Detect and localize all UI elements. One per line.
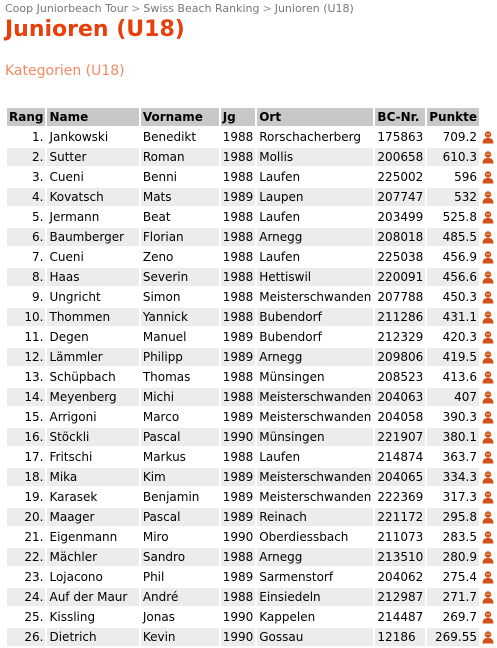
cell-jg: 1989 [222, 330, 254, 344]
cell-punkte: 363.7 [427, 448, 479, 466]
cell-vorname: Severin [141, 268, 219, 286]
player-profile-icon[interactable] [481, 470, 495, 484]
cell-ort: Meisterschwanden [259, 410, 372, 424]
cell-vorname: Miro [141, 528, 219, 546]
player-profile-icon[interactable] [481, 150, 495, 164]
cell-bc-nr: 221172 [377, 510, 424, 524]
header-punkte: Punkte [429, 110, 477, 124]
table-row [7, 568, 495, 586]
cell-name: Eigenmann [47, 528, 138, 546]
player-profile-icon[interactable] [481, 350, 495, 364]
cell-bc-nr: 214874 [377, 450, 424, 464]
cell-icon [481, 528, 495, 546]
cell-rang: 8. [7, 268, 45, 286]
cell-jg: 1989 [222, 410, 254, 424]
cell-jg: 1988 [222, 550, 254, 564]
cell-bc-nr: 200658 [377, 150, 424, 164]
cell-icon [481, 328, 495, 346]
cell-name: Jankowski [47, 128, 138, 146]
cell-jg: 1988 [222, 450, 254, 464]
cell-name: Schüpbach [47, 368, 138, 386]
cell-jg: 1988 [222, 250, 254, 264]
cell-vorname: Sandro [141, 548, 219, 566]
cell-jg: 1990 [222, 430, 254, 444]
cell-rang: 18. [7, 468, 45, 486]
cell-rang: 10. [7, 308, 45, 326]
cell-ort: Rorschacherberg [257, 128, 373, 146]
table-row [7, 588, 495, 606]
cell-icon [481, 548, 495, 566]
cell-ort: Sarmenstorf [257, 568, 373, 586]
cell-ort: Bubendorf [257, 308, 373, 326]
cell-rang: 26. [7, 628, 45, 646]
cell-jg: 1989 [222, 490, 254, 504]
cell-punkte: 295.8 [427, 508, 479, 526]
cell-punkte: 532 [427, 188, 479, 206]
cell-bc-nr: 175863 [377, 130, 424, 144]
player-profile-icon[interactable] [481, 510, 495, 524]
cell-name: Cueni [47, 248, 138, 266]
cell-punkte: 334.3 [427, 468, 479, 486]
breadcrumb [5, 2, 354, 15]
table-row [7, 448, 495, 466]
cell-bc-nr: 12186 [375, 628, 425, 646]
cell-icon [481, 308, 495, 326]
cell-ort: Arnegg [257, 348, 373, 366]
table-row [7, 148, 495, 166]
cell-punkte: 485.5 [427, 228, 479, 246]
cell-icon [481, 568, 495, 586]
cell-name: Cueni [47, 168, 138, 186]
cell-vorname: Pascal [141, 428, 219, 446]
player-profile-icon[interactable] [481, 330, 495, 344]
breadcrumb-current: Junioren (U18) [274, 2, 354, 15]
cell-punkte: 420.3 [427, 328, 479, 346]
cell-icon [481, 248, 495, 266]
player-profile-icon[interactable] [481, 290, 495, 304]
cell-rang: 16. [7, 428, 45, 446]
header-name: Name [47, 108, 138, 126]
cell-bc-nr: 220091 [377, 270, 424, 284]
cell-rang: 24. [7, 588, 45, 606]
cell-bc-nr: 211286 [377, 310, 424, 324]
cell-bc-nr: 207788 [377, 290, 424, 304]
cell-rang: 20. [7, 508, 45, 526]
table-row [7, 168, 495, 186]
header-jg: Jg [221, 108, 256, 126]
ranking-table [5, 106, 497, 648]
cell-vorname: Yannick [141, 308, 219, 326]
cell-icon [481, 608, 495, 626]
cell-icon [481, 488, 495, 506]
cell-punkte: 431.1 [427, 308, 479, 326]
cell-bc-nr: 225002 [377, 170, 424, 184]
table-row [7, 408, 495, 426]
header-rang: Rang [9, 110, 44, 124]
cell-ort: Kappelen [257, 608, 373, 626]
player-profile-icon[interactable] [481, 550, 495, 564]
breadcrumb-separator: > [131, 2, 141, 15]
cell-jg: 1990 [222, 610, 254, 624]
cell-punkte: 407 [427, 388, 479, 406]
cell-name: Stöckli [47, 428, 138, 446]
cell-icon [481, 268, 495, 286]
category-subtitle: Kategorien (U18) [5, 63, 125, 79]
table-row [7, 328, 495, 346]
cell-bc-nr: 213510 [377, 550, 424, 564]
cell-name: Kovatsch [47, 188, 138, 206]
cell-ort: Münsingen [257, 428, 373, 446]
cell-jg: 1988 [222, 390, 254, 404]
cell-bc-nr: 222369 [377, 490, 424, 504]
ranking-table-body [7, 128, 495, 646]
cell-ort: Gossau [257, 628, 373, 646]
cell-jg: 1988 [222, 370, 254, 384]
cell-bc-nr: 204062 [377, 570, 424, 584]
header-vorname: Vorname [141, 108, 219, 126]
cell-rang: 17. [7, 448, 45, 466]
cell-rang: 23. [7, 568, 45, 586]
table-row [7, 548, 495, 566]
player-profile-icon[interactable] [481, 570, 495, 584]
table-row [7, 528, 495, 546]
cell-bc-nr: 203499 [377, 210, 424, 224]
table-row [7, 508, 495, 526]
cell-jg: 1989 [222, 190, 254, 204]
cell-vorname: Pascal [141, 508, 219, 526]
cell-name: Ungricht [47, 288, 138, 306]
cell-icon [481, 448, 495, 466]
cell-ort: Meisterschwanden [259, 290, 372, 304]
cell-jg: 1989 [222, 470, 254, 484]
cell-jg: 1988 [222, 290, 254, 304]
cell-vorname: Manuel [141, 328, 219, 346]
cell-ort: Arnegg [257, 228, 373, 246]
cell-bc-nr: 208523 [377, 370, 424, 384]
cell-jg: 1989 [222, 510, 254, 524]
cell-punkte: 269.55 [427, 628, 479, 646]
cell-rang: 22. [7, 548, 45, 566]
player-profile-icon[interactable] [481, 230, 495, 244]
cell-icon [481, 628, 495, 646]
table-row [7, 388, 495, 406]
cell-rang: 6. [7, 228, 45, 246]
cell-rang: 12. [7, 348, 45, 366]
player-profile-icon[interactable] [481, 430, 495, 444]
cell-vorname: Michi [141, 388, 219, 406]
cell-bc-nr: 212987 [377, 590, 424, 604]
cell-ort: Bubendorf [257, 328, 373, 346]
table-row [7, 248, 495, 266]
cell-vorname: Benni [141, 168, 219, 186]
cell-name: Meyenberg [47, 388, 138, 406]
cell-punkte: 525.8 [427, 208, 479, 226]
cell-name: Dietrich [47, 628, 138, 646]
player-profile-icon[interactable] [481, 390, 495, 404]
cell-vorname: Florian [141, 228, 219, 246]
cell-rang: 4. [7, 188, 45, 206]
cell-jg: 1989 [222, 350, 254, 364]
cell-ort: Meisterschwanden [259, 490, 372, 504]
cell-icon [481, 508, 495, 526]
cell-icon [481, 428, 495, 446]
cell-vorname: André [141, 588, 219, 606]
cell-rang: 21. [7, 528, 45, 546]
cell-vorname: Phil [141, 568, 219, 586]
table-header-row [7, 108, 495, 126]
breadcrumb-link-swiss-beach-ranking[interactable]: Swiss Beach Ranking [143, 2, 260, 15]
cell-punkte: 456.6 [427, 268, 479, 286]
cell-icon [481, 368, 495, 386]
cell-vorname: Benedikt [141, 128, 219, 146]
player-profile-icon[interactable] [481, 170, 495, 184]
cell-jg: 1988 [222, 270, 254, 284]
table-row [7, 208, 495, 226]
cell-name: Arrigoni [47, 408, 138, 426]
cell-punkte: 456.9 [427, 248, 479, 266]
cell-icon [481, 228, 495, 246]
cell-ort: Meisterschwanden [259, 470, 372, 484]
cell-jg: 1988 [222, 170, 254, 184]
table-row [7, 628, 495, 646]
cell-bc-nr: 214487 [377, 610, 424, 624]
player-profile-icon[interactable] [481, 370, 495, 384]
player-profile-icon[interactable] [481, 630, 495, 644]
cell-vorname: Zeno [141, 248, 219, 266]
cell-ort: Einsiedeln [257, 588, 373, 606]
table-row [7, 488, 495, 506]
cell-vorname: Simon [141, 288, 219, 306]
cell-rang: 7. [7, 248, 45, 266]
cell-rang: 9. [7, 288, 45, 306]
cell-ort: Münsingen [257, 368, 373, 386]
player-profile-icon[interactable] [481, 490, 495, 504]
table-row [7, 268, 495, 286]
breadcrumb-link-coop-juniorbeach-tour[interactable]: Coop Juniorbeach Tour [5, 2, 129, 15]
cell-bc-nr: 204058 [377, 410, 424, 424]
cell-bc-nr: 204065 [377, 470, 424, 484]
cell-vorname: Markus [141, 448, 219, 466]
cell-bc-nr: 208018 [377, 230, 424, 244]
cell-rang: 15. [7, 408, 45, 426]
cell-name: Karasek [47, 488, 138, 506]
cell-vorname: Thomas [141, 368, 219, 386]
cell-vorname: Roman [141, 148, 219, 166]
cell-jg: 1989 [222, 570, 254, 584]
player-profile-icon[interactable] [481, 410, 495, 424]
cell-name: Mika [47, 468, 138, 486]
cell-punkte: 390.3 [427, 408, 479, 426]
cell-icon [481, 468, 495, 486]
cell-punkte: 419.5 [427, 348, 479, 366]
cell-rang: 5. [7, 208, 45, 226]
cell-icon [481, 168, 495, 186]
cell-rang: 1. [7, 128, 45, 146]
table-row [7, 468, 495, 486]
cell-jg: 1988 [222, 130, 254, 144]
cell-vorname: Marco [141, 408, 219, 426]
cell-punkte: 317.3 [427, 488, 479, 506]
cell-vorname: Kim [141, 468, 219, 486]
cell-bc-nr: 204063 [377, 390, 424, 404]
cell-name: Maager [47, 508, 138, 526]
player-profile-icon[interactable] [481, 250, 495, 264]
cell-ort: Hettiswil [257, 268, 373, 286]
cell-ort: Oberdiessbach [257, 528, 373, 546]
player-profile-icon[interactable] [481, 310, 495, 324]
cell-name: Kissling [47, 608, 138, 626]
cell-punkte: 709.2 [427, 128, 479, 146]
cell-name: Mächler [47, 548, 138, 566]
cell-punkte: 610.3 [427, 148, 479, 166]
cell-rang: 25. [7, 608, 45, 626]
player-profile-icon[interactable] [481, 590, 495, 604]
page-title: Junioren (U18) [5, 17, 185, 42]
table-row [7, 288, 495, 306]
cell-ort: Arnegg [257, 548, 373, 566]
cell-name: Sutter [47, 148, 138, 166]
cell-punkte: 280.9 [427, 548, 479, 566]
player-profile-icon[interactable] [481, 190, 495, 204]
player-profile-icon[interactable] [481, 210, 495, 224]
cell-name: Degen [47, 328, 138, 346]
cell-icon [481, 348, 495, 366]
cell-punkte: 269.7 [427, 608, 479, 626]
cell-vorname: Kevin [141, 628, 219, 646]
cell-jg: 1990 [222, 530, 254, 544]
cell-name: Baumberger [47, 228, 138, 246]
cell-rang: 19. [7, 488, 45, 506]
cell-bc-nr: 225038 [377, 250, 424, 264]
player-profile-icon[interactable] [481, 450, 495, 464]
cell-bc-nr: 221907 [377, 430, 424, 444]
cell-jg: 1988 [222, 150, 254, 164]
header-ort: Ort [257, 108, 373, 126]
cell-icon [481, 408, 495, 426]
cell-punkte: 596 [427, 168, 479, 186]
cell-ort: Laupen [257, 188, 373, 206]
cell-bc-nr: 209806 [377, 350, 424, 364]
cell-punkte: 271.7 [427, 588, 479, 606]
cell-ort: Mollis [257, 148, 373, 166]
cell-name: Fritschi [47, 448, 138, 466]
player-profile-icon[interactable] [481, 270, 495, 284]
cell-ort: Laufen [257, 448, 373, 466]
cell-icon [481, 148, 495, 166]
cell-icon [481, 128, 495, 146]
cell-rang: 2. [7, 148, 45, 166]
cell-rang: 11. [7, 328, 45, 346]
cell-vorname: Philipp [141, 348, 219, 366]
player-profile-icon[interactable] [481, 610, 495, 624]
cell-jg: 1988 [222, 230, 254, 244]
cell-icon [481, 388, 495, 406]
cell-name: Lojacono [47, 568, 138, 586]
cell-name: Thommen [47, 308, 138, 326]
table-row [7, 128, 495, 146]
cell-ort: Laufen [257, 168, 373, 186]
cell-ort: Laufen [257, 208, 373, 226]
cell-punkte: 450.3 [427, 288, 479, 306]
cell-icon [481, 188, 495, 206]
cell-punkte: 413.6 [427, 368, 479, 386]
cell-rang: 13. [7, 368, 45, 386]
table-row [7, 228, 495, 246]
cell-icon [481, 588, 495, 606]
table-row [7, 308, 495, 326]
table-row [7, 348, 495, 366]
cell-bc-nr: 212329 [377, 330, 424, 344]
cell-name: Lämmler [47, 348, 138, 366]
cell-vorname: Mats [141, 188, 219, 206]
cell-bc-nr: 211073 [377, 530, 424, 544]
cell-vorname: Beat [141, 208, 219, 226]
cell-jg: 1990 [222, 630, 254, 644]
player-profile-icon[interactable] [481, 130, 495, 144]
cell-name: Auf der Maur [47, 588, 138, 606]
table-row [7, 608, 495, 626]
cell-jg: 1988 [222, 310, 254, 324]
player-profile-icon[interactable] [481, 530, 495, 544]
cell-ort: Laufen [257, 248, 373, 266]
cell-jg: 1988 [222, 210, 254, 224]
cell-icon [481, 208, 495, 226]
cell-punkte: 283.5 [427, 528, 479, 546]
breadcrumb-separator: > [262, 2, 272, 15]
cell-punkte: 380.1 [427, 428, 479, 446]
cell-ort: Meisterschwanden [259, 390, 372, 404]
cell-punkte: 275.4 [427, 568, 479, 586]
cell-ort: Reinach [257, 508, 373, 526]
cell-rang: 3. [7, 168, 45, 186]
cell-rang: 14. [7, 388, 45, 406]
cell-vorname: Benjamin [141, 488, 219, 506]
cell-jg: 1988 [222, 590, 254, 604]
header-bc-nr: BC-Nr. [375, 108, 425, 126]
table-row [7, 188, 495, 206]
table-row [7, 428, 495, 446]
cell-bc-nr: 207747 [377, 190, 424, 204]
cell-name: Haas [47, 268, 138, 286]
table-row [7, 368, 495, 386]
cell-name: Jermann [47, 208, 138, 226]
cell-icon [481, 288, 495, 306]
header-icon-column [481, 108, 495, 126]
cell-vorname: Jonas [141, 608, 219, 626]
